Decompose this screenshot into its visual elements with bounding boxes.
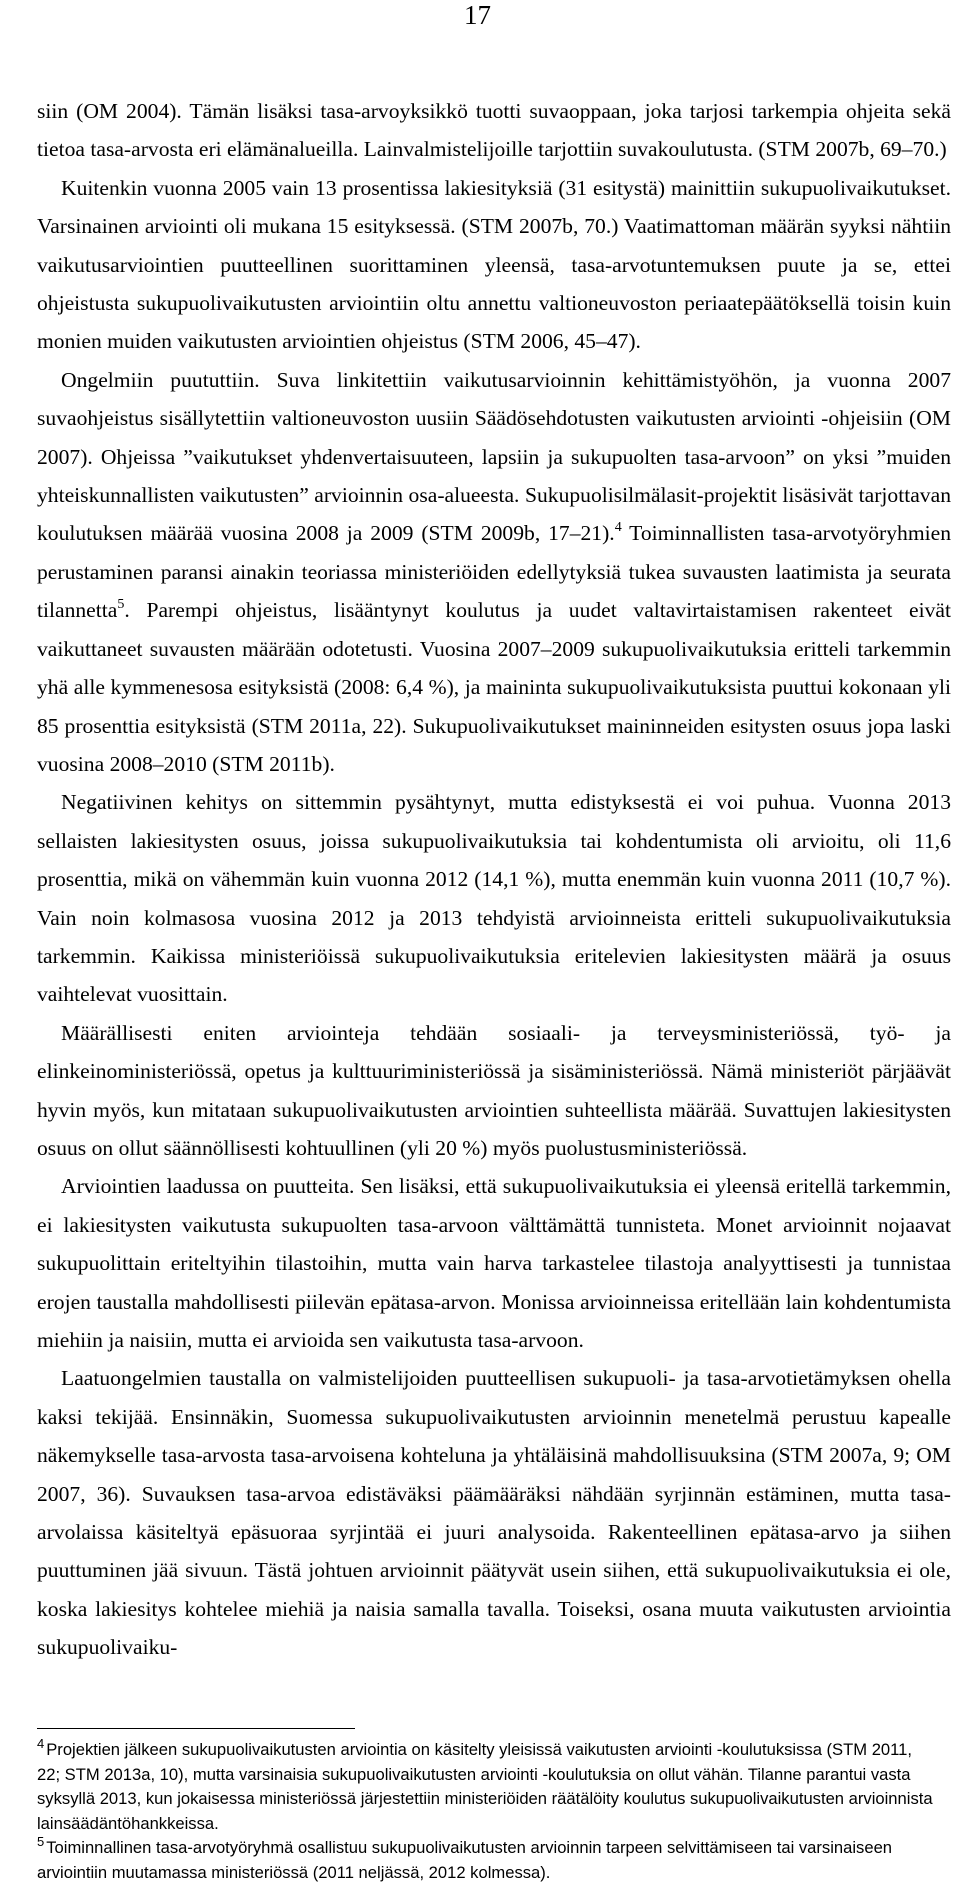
paragraph-text: Negatiivinen kehitys on sittemmin pysähtynyt, mutta edistyksestä ei voi puhua. Vuonna 2013 sellaisten lakiesitysten osuus, joissa sukupuolivaikutuksia tai kohdentumista oli arvioitu, oli 11,6 prosenttia, mikä on vähemmän kuin vuonna 2012 (14,1 %), mutta enemmän kuin vuonna 2011 (10,7 %). Vain noin kolmasosa vuosina 2012 ja 2013 tehdyistä arvioinneista eritteli sukupuolivaikutuksia tarkemmin. Kaikissa ministeriöissä sukupuolivaikutuksia eritelevien lakiesitysten määrä ja osuus vaihtelevat vuosittain. bbox=[37, 790, 951, 1007]
footnote-separator bbox=[37, 1728, 355, 1729]
paragraph-text: Ongelmiin puututtiin. Suva linkitettiin vaikutusarvioinnin kehittämistyöhön, ja vuonna 2007 suvaohjeistus sisällytettiin valtioneuvoston uusiin Säädösehdotusten vaikutusten arviointi -ohjeisiin (OM 2007). Ohjeissa ”vaikutukset yhdenvertaisuuteen, lapsiin ja sukupuolten tasa-arvoon” on yksi ”muiden yhteiskunnallisten vaikutusten” arvioinnin osa-alueesta. Sukupuolisilmälasit-projektit lisäsivät tarjottavan koulutuksen määrää vuosina 2008 ja 2009 (STM 2009b, 17–21). bbox=[37, 367, 951, 546]
paragraph-text: Kuitenkin vuonna 2005 vain 13 prosentissa lakiesityksiä (31 esitystä) mainittiin sukupuolivaikutukset. Varsinainen arviointi oli mukana 15 esityksessä. (STM 2007b, 70.) Vaatimattoman määrän syyksi nähtiin vaikutusarviointien puutteellinen suorittaminen yleensä, tasa-arvotuntemuksen puute ja se, ettei ohjeistusta sukupuolivaikutusten arviointiin oltu annettu valtioneuvoston periaatepäätöksellä toisin kuin monien muiden vaikutusten arviointien ohjeistus (STM 2006, 45–47). bbox=[37, 175, 951, 354]
paragraph bbox=[37, 1167, 951, 1359]
footnote-mark: 5 bbox=[37, 1834, 45, 1849]
footnote-reference-4[interactable]: 4 bbox=[614, 520, 622, 536]
footnote-5 bbox=[37, 1836, 937, 1885]
paragraph-text: Arviointien laadussa on puutteita. Sen lisäksi, että sukupuolivaikutuksia ei yleensä eritellä tarkemmin, ei lakiesitysten vaikutusta sukupuolten tasa-arvoon välttämättä tunnisteta. Monet arvioinnit nojaavat sukupuolittain eriteltyihin tilastoihin, mutta vain harva tarkastelee tilastoja analyyttisesti ja tunnistaa erojen taustalla mahdollisesti piilevän epätasa-arvon. Monissa arvioinneissa eritellään lain kohdentumista miehiin ja naisiin, mutta ei arvioida sen vaikutusta tasa-arvoon. bbox=[37, 1174, 951, 1352]
paragraph bbox=[37, 92, 951, 169]
page-number: 17 bbox=[464, 0, 491, 30]
paragraph-text: Laatuongelmien taustalla on valmistelijoiden puutteellisen sukupuoli- ja tasa-arvotietämyksen ohella kaksi tekijää. Ensinnäkin, Suomessa sukupuolivaikutusten arvioinnin menetelmä perustuu kapealle näkemykselle tasa-arvosta tasa-arvoisena kohteluna ja yhtäläisinä mahdollisuuksina (STM 2007a, 9; OM 2007, 36). Suvauksen tasa-arvoa edistäväksi päämääräksi nähdään syrjinnän estäminen, mutta tasa-arvolaissa käsiteltyä epäsuoraa syrjintää ei juuri analysoida. Rakenteellinen epätasa-arvo ja siihen puuttuminen jää sivuun. Tästä johtuen arvioinnit päätyvät usein siihen, että sukupuolivaikutuksia ei ole, koska lakiesitys kohtelee miehiä ja naisia samalla tavalla. Toiseksi, osana muuta vaikutusten arviointia sukupuolivaiku- bbox=[37, 1366, 951, 1660]
footnote-4 bbox=[37, 1738, 937, 1836]
paragraph bbox=[37, 361, 951, 783]
footnote-mark: 4 bbox=[37, 1736, 45, 1751]
footnotes bbox=[37, 1738, 937, 1885]
paragraph bbox=[37, 1359, 951, 1666]
paragraph-text: siin (OM 2004). Tämän lisäksi tasa-arvoyksikkö tuotti suvaoppaan, joka tarjosi tarkempia ohjeita sekä tietoa tasa-arvosta eri elämänalueilla. Lainvalmistelijoille tarjottiin suvakoulutusta. (STM 2007b, 69–70.) bbox=[37, 99, 951, 162]
footnote-reference-5[interactable]: 5 bbox=[117, 597, 125, 613]
footnote-text: Projektien jälkeen sukupuolivaikutusten arviointia on käsitelty yleisissä vaikutusten arviointi -koulutuksissa (STM 2011, 22; STM 2013a, 10), mutta varsinaisia sukupuolivaikutusten arviointi -koulutuksia on ollut vähän. Tilanne parantui vasta syksyllä 2013, kun jokaisessa ministeriössä järjestettiin ministeriöiden räätälöity koulutus sukupuolivaikutusten arvioinnista lainsäädäntöhankkeissa. bbox=[37, 1740, 933, 1833]
paragraph-text: Toiminnallisten tasa-arvotyöryhmien perustaminen paransi ainakin teoriassa ministeriöiden edellytyksiä tukea suvausten laatimista ja seurata tilannetta bbox=[37, 521, 951, 623]
paragraph bbox=[37, 783, 951, 1013]
paragraph bbox=[37, 169, 951, 361]
body-text bbox=[37, 92, 951, 1667]
paragraph bbox=[37, 1014, 951, 1168]
paragraph-text: Määrällisesti eniten arviointeja tehdään sosiaali- ja terveysministeriössä, työ- ja elinkeinoministeriössä, opetus ja kulttuuriministeriössä ja sisäministeriössä. Nämä ministeriöt pärjäävät hyvin myös, kun mitataan sukupuolivaikutusten arviointien suhteellista määrää. Suvattujen lakiesitysten osuus on ollut säännöllisesti kohtuullinen (yli 20 %) myös puolustusministeriössä. bbox=[37, 1020, 951, 1160]
footnote-text: Toiminnallinen tasa-arvotyöryhmä osallistuu sukupuolivaikutusten arvioinnin tarpeen selvittämiseen tai varsinaiseen arviointiin muutamassa ministeriössä (2011 neljässä, 2012 kolmessa). bbox=[37, 1838, 893, 1882]
paragraph-text: . Parempi ohjeistus, lisääntynyt koulutus ja uudet valtavirtaistamisen rakenteet eivät vaikuttaneet suvausten määrään odotetusti. Vuosina 2007–2009 sukupuolivaikutuksia eritteli tarkemmin yhä alle kymmenesosa esityksistä (2008: 6,4 %), ja maininta sukupuolivaikutuksista puuttui kokonaan yli 85 prosenttia esityksistä (STM 2011a, 22). Sukupuolivaikutukset maininneiden esitysten osuus jopa laski vuosina 2008–2010 (STM 2011b). bbox=[37, 598, 951, 776]
